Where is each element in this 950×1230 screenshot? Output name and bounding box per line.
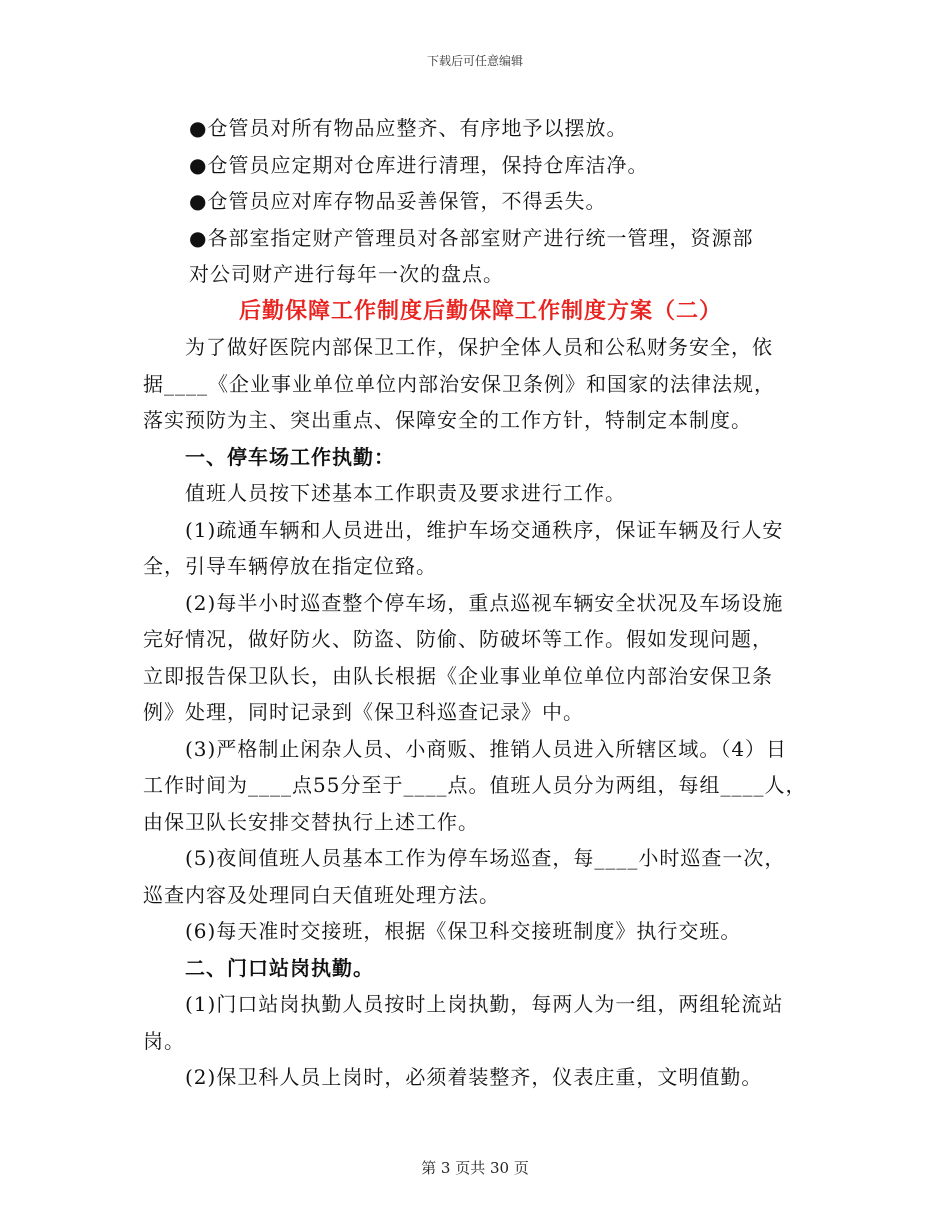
intro-paragraph-line: 据____《企业事业单位单位内部治安保卫条例》和国家的法律法规， <box>143 371 775 396</box>
intro-paragraph-line: 落实预防为主、突出重点、保障安全的工作方针，特制定本制度。 <box>143 408 752 432</box>
section-title: 后勤保障工作制度后勤保障工作制度方案（二） <box>238 297 722 324</box>
gate-item-1: (1)门口站岗执勤人员按时上岗执勤，每两人为一组，两组轮流站 <box>185 992 784 1016</box>
document-body <box>143 110 808 1096</box>
bullet-line: ●仓管员应定期对仓库进行清理，保持仓库洁净。 <box>189 152 649 177</box>
heading-gate-duty: 二、门口站岗执勤。 <box>185 955 374 980</box>
bullet-line: ●仓管员应对库存物品妥善保管，不得丢失。 <box>189 189 607 213</box>
item-1: (1)疏通车辆和人员进出，维护车场交通秩序，保证车辆及行人安 <box>185 517 784 542</box>
item-3-line: 工作时间为____点55分至于____点。值班人员分为两组，每组____人， <box>143 773 807 797</box>
item-2-line: 完好情况，做好防火、防盗、防偷、防破坏等工作。假如发现问题， <box>143 627 773 651</box>
heading-parking-duty: 一、停车场工作执勤： <box>185 444 395 469</box>
page-footer: 第 3 页共 30 页 <box>421 1159 529 1177</box>
bullet-line: ●仓管员对所有物品应整齐、有序地予以摆放。 <box>189 116 628 140</box>
intro-paragraph: 为了做好医院内部保卫工作，保护全体人员和公私财务安全，依 <box>185 335 773 359</box>
page-header: 下载后可任意编辑 <box>426 54 523 68</box>
item-2: (2)每半小时巡查整个停车场，重点巡视车辆安全状况及车场设施 <box>185 590 784 615</box>
item-3: (3)严格制止闲杂人员、小商贩、推销人员进入所辖区域。（4）日 <box>185 736 788 761</box>
bullet-line: ●各部室指定财产管理员对各部室财产进行统一管理，资源部 <box>189 225 754 250</box>
gate-item-1-line: 岗。 <box>143 1028 185 1053</box>
paragraph: 值班人员按下述基本工作职责及要求进行工作。 <box>185 481 626 505</box>
item-3-line: 由保卫队长安排交替执行上述工作。 <box>143 809 479 834</box>
item-5-line: 巡查内容及处理同白天值班处理方法。 <box>143 882 500 907</box>
item-2-line: 例》处理，同时记录到《保卫科巡查记录》中。 <box>143 700 584 724</box>
bullet-line-continued: 对公司财产进行每年一次的盘点。 <box>189 262 504 286</box>
item-5: (5)夜间值班人员基本工作为停车场巡查，每____小时巡查一次， <box>185 846 786 870</box>
item-1-line: 全，引导车辆停放在指定位臵。 <box>143 554 437 578</box>
gate-item-2: (2)保卫科人员上岗时，必须着装整齐，仪表庄重，文明值勤。 <box>185 1065 763 1089</box>
item-6: (6)每天准时交接班，根据《保卫科交接班制度》执行交班。 <box>185 919 742 943</box>
item-2-line: 立即报告保卫队长，由队长根据《企业事业单位单位内部治安保卫条 <box>143 663 773 688</box>
